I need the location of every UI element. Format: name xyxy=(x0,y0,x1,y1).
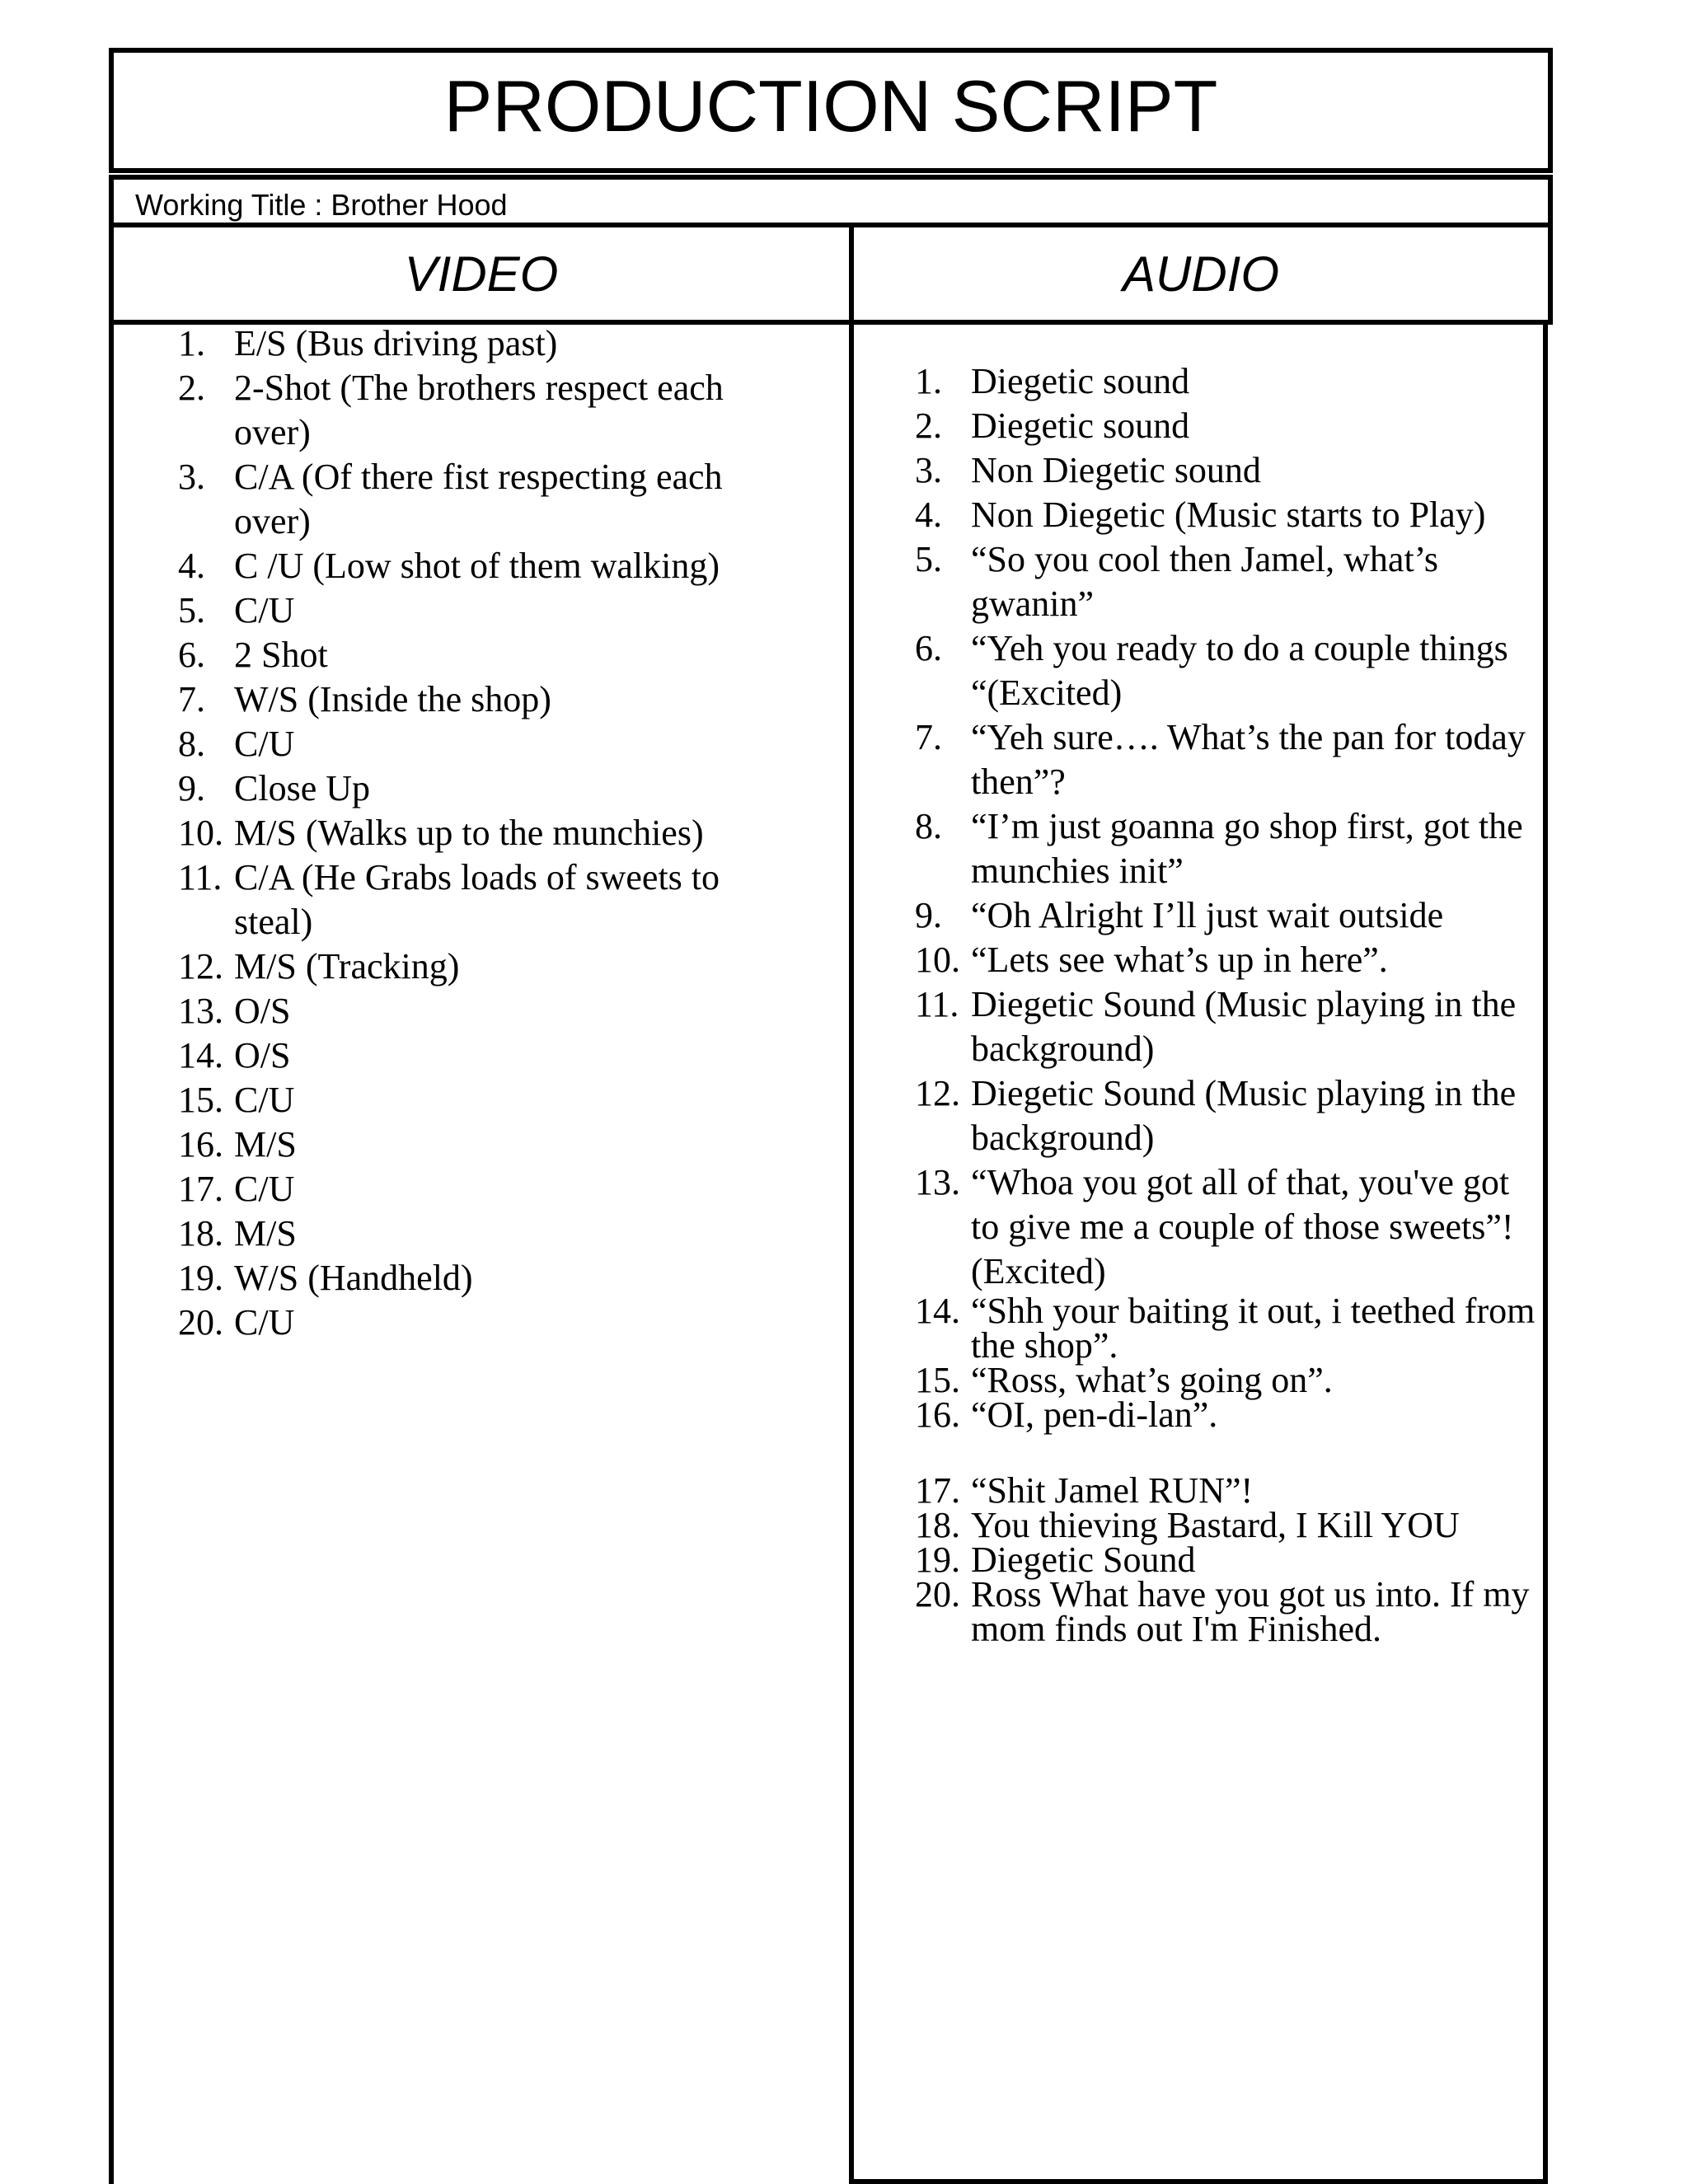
left-border xyxy=(109,325,114,2184)
video-item: 6. 2 Shot xyxy=(178,635,328,675)
audio-header: AUDIO xyxy=(1122,246,1280,302)
audio-item: 4. Non Diegetic (Music starts to Play) xyxy=(915,494,1486,535)
audio-item: 2. Diegetic sound xyxy=(915,405,1190,446)
video-shot-list xyxy=(178,321,780,1345)
video-item: 15. C/U xyxy=(178,1080,295,1120)
audio-cue-list xyxy=(915,359,1541,1647)
audio-item: 5. “So you cool then Jamel, what’s gwanin” xyxy=(915,539,1439,624)
audio-item: 17. “Shit Jamel RUN”! xyxy=(915,1470,1254,1511)
audio-header-box xyxy=(849,223,1553,325)
video-item: 12. M/S (Tracking) xyxy=(178,946,460,987)
audio-item: 1. Diegetic sound xyxy=(915,361,1190,401)
audio-item: 13. “Whoa you got all of that, you've got to give me a couple of those sweets”! (Excited) xyxy=(915,1162,1514,1291)
video-item: 8. C/U xyxy=(178,724,295,764)
video-header-box xyxy=(109,223,854,325)
page-title: PRODUCTION SCRIPT xyxy=(443,65,1218,147)
video-item: 18. M/S xyxy=(178,1213,297,1254)
audio-item: 7. “Yeh sure…. What’s the pan for today then”? xyxy=(915,717,1526,802)
video-item: 5. C/U xyxy=(178,590,295,630)
audio-item: 18. You thieving Bastard, I Kill YOU xyxy=(915,1505,1460,1545)
video-item: 13. O/S xyxy=(178,991,291,1031)
video-item: 11. C/A (He Grabs loads of sweets to steal) xyxy=(178,857,720,942)
video-item: 1. E/S (Bus driving past) xyxy=(178,323,558,363)
audio-item: 14. “Shh your baiting it out, i teethed from the shop”. xyxy=(915,1291,1536,1366)
audio-item: 9. “Oh Alright I’ll just wait outside xyxy=(915,895,1444,935)
video-item: 14. O/S xyxy=(178,1035,291,1076)
video-item: 7. W/S (Inside the shop) xyxy=(178,679,551,719)
audio-item: 8. “I’m just goanna go shop first, got the munchies init” xyxy=(915,806,1523,891)
video-item: 19. W/S (Handheld) xyxy=(178,1258,473,1298)
audio-item: 10. “Lets see what’s up in here”. xyxy=(915,940,1388,980)
audio-item: 11. Diegetic Sound (Music playing in the background) xyxy=(915,984,1517,1069)
audio-item: 16. “OI, pen-di-lan”. xyxy=(915,1394,1218,1435)
video-item: 3. C/A (Of there fist respecting each over) xyxy=(178,457,723,541)
audio-item: 20. Ross What have you got us into. If my mom finds out I'm Finished. xyxy=(915,1574,1530,1649)
video-item: 20. C/U xyxy=(178,1302,295,1343)
title-box xyxy=(109,48,1553,173)
video-item: 9. Close Up xyxy=(178,768,370,808)
working-title: Working Title : Brother Hood xyxy=(135,188,508,222)
video-item: 10. M/S (Walks up to the munchies) xyxy=(178,813,704,853)
audio-item: 12. Diegetic Sound (Music playing in the background) xyxy=(915,1073,1517,1158)
audio-item: 3. Non Diegetic sound xyxy=(915,450,1261,490)
audio-item: 19. Diegetic Sound xyxy=(915,1540,1196,1580)
video-item: 2. 2-Shot (The brothers respect each over) xyxy=(178,368,724,452)
video-item: 17. C/U xyxy=(178,1169,295,1209)
video-item: 4. C /U (Low shot of them walking) xyxy=(178,546,720,586)
working-title-box xyxy=(109,175,1553,229)
audio-item: 6. “Yeh you ready to do a couple things “(Excited) xyxy=(915,628,1508,713)
video-header: VIDEO xyxy=(404,246,559,302)
video-item: 16. M/S xyxy=(178,1124,297,1165)
audio-item: 15. “Ross, what’s going on”. xyxy=(915,1360,1333,1400)
